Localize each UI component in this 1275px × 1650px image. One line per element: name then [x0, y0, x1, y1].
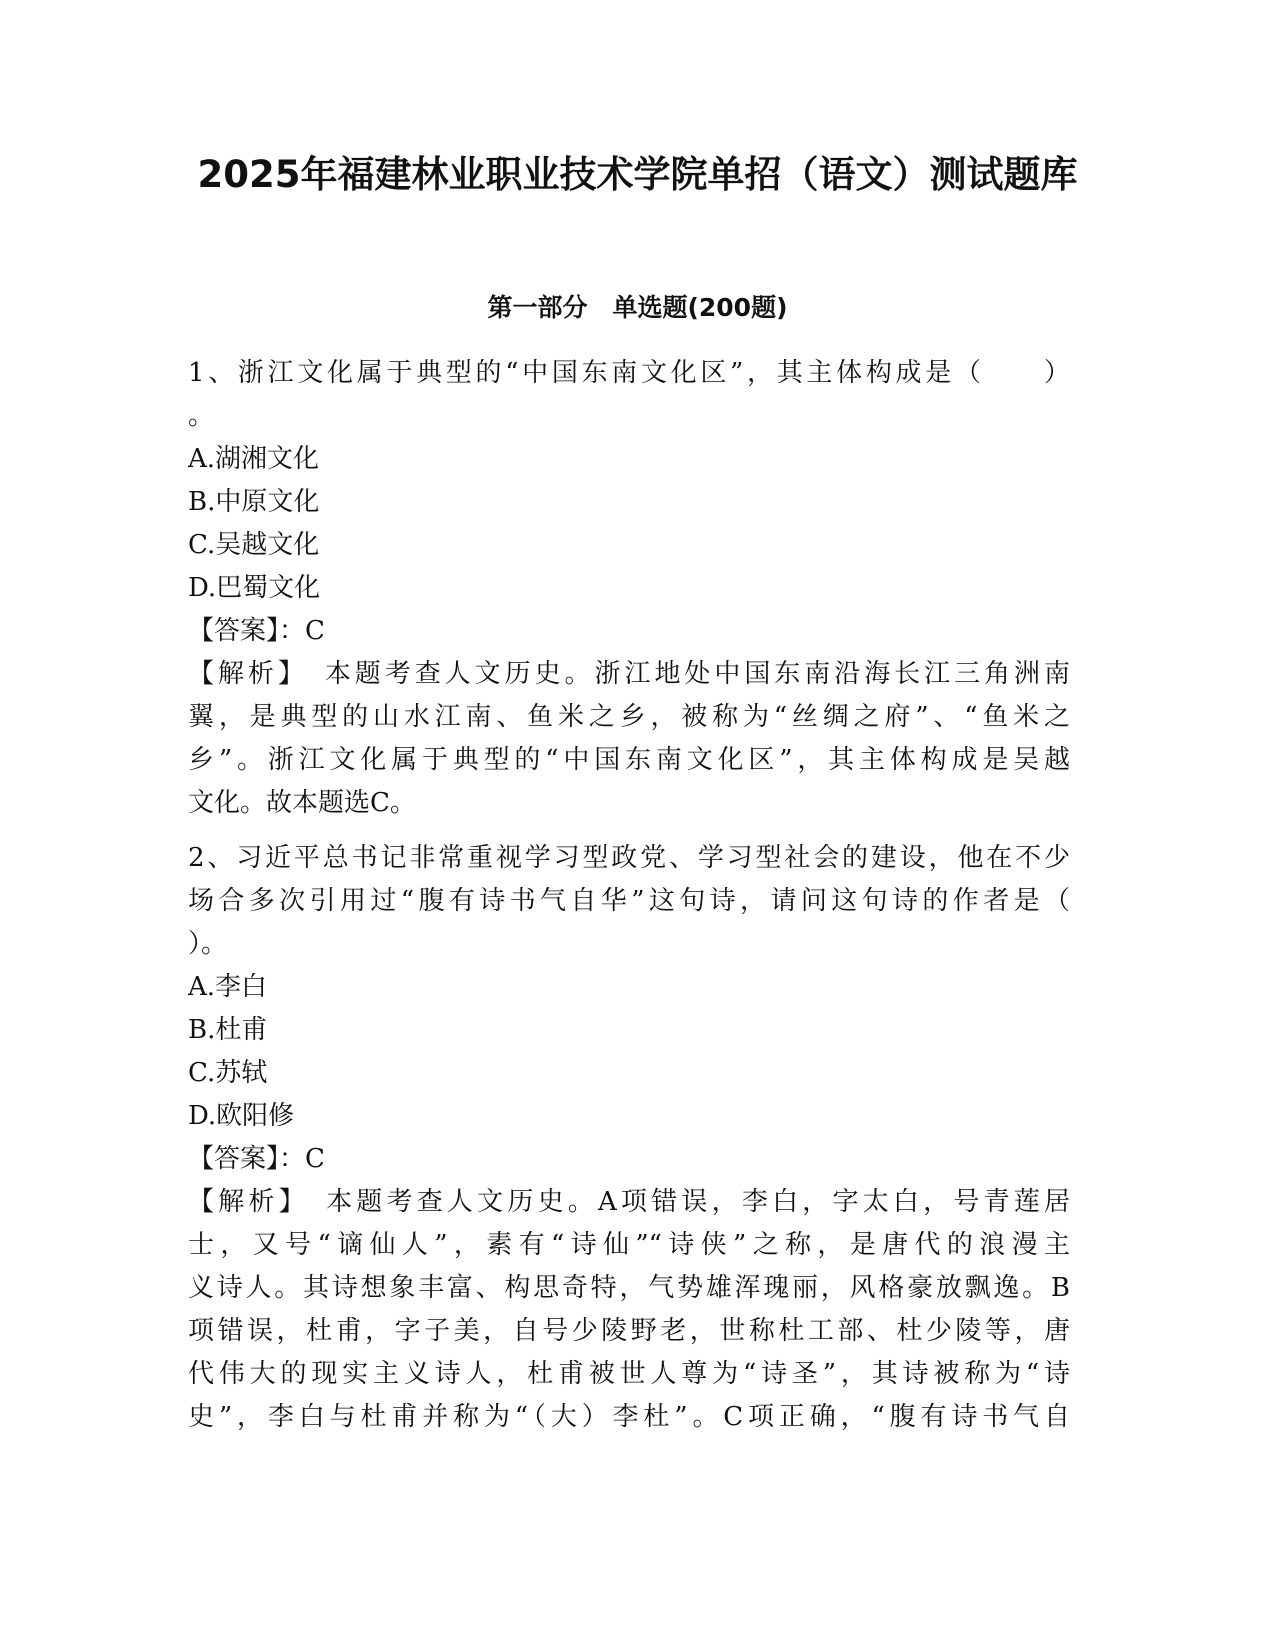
- option-d: D.欧阳修: [188, 1101, 295, 1131]
- document-title: 2025年福建林业职业技术学院单招（语文）测试题库: [197, 153, 1078, 196]
- analysis-line: 史”，李白与杜甫并称为“（大）李杜”。C项正确，“腹有诗书气自: [188, 1402, 1070, 1432]
- analysis-line: 【解析】 本题考查人文历史。浙江地处中国东南沿海长江三角洲南: [188, 659, 1070, 689]
- analysis-line: 【解析】 本题考查人文历史。A项错误，李白，字太白，号青莲居: [188, 1187, 1070, 1217]
- question-1: [188, 352, 1070, 825]
- option-b: B.杜甫: [188, 1015, 268, 1045]
- question-spacer: [188, 825, 1070, 837]
- analysis-line: 乡”。浙江文化属于典型的“中国东南文化区”，其主体构成是吴越: [188, 745, 1070, 775]
- option-a: A.湖湘文化: [188, 444, 320, 474]
- question-2: [188, 837, 1070, 1439]
- option-c: C.吴越文化: [188, 530, 320, 560]
- option-d: D.巴蜀文化: [188, 573, 321, 603]
- section-title: 第一部分 单选题(200题): [487, 293, 788, 322]
- question-stem-line: 。: [188, 401, 215, 431]
- analysis-line: 项错误，杜甫，字子美，自号少陵野老，世称杜工部、杜少陵等，唐: [188, 1316, 1070, 1346]
- answer-label: 【答案】：C: [188, 1144, 325, 1174]
- document-body: [188, 352, 1070, 1439]
- analysis-line: 翼，是典型的山水江南、鱼米之乡，被称为“丝绸之府”、“鱼米之: [188, 702, 1070, 732]
- question-stem-line: 场合多次引用过“腹有诗书气自华”这句诗，请问这句诗的作者是（: [188, 886, 1070, 916]
- analysis-line: 代伟大的现实主义诗人，杜甫被世人尊为“诗圣”，其诗被称为“诗: [188, 1359, 1070, 1389]
- option-c: C.苏轼: [188, 1058, 268, 1088]
- option-a: A.李白: [188, 972, 268, 1002]
- question-stem-line: 1、浙江文化属于典型的“中国东南文化区”，其主体构成是（ ）: [188, 358, 1070, 388]
- analysis-line: 义诗人。其诗想象丰富、构思奇特，气势雄浑瑰丽，风格豪放飘逸。B: [188, 1273, 1070, 1303]
- analysis-line: 文化。故本题选C。: [188, 788, 416, 818]
- answer-label: 【答案】：C: [188, 616, 325, 646]
- question-stem-line: ）。: [188, 929, 228, 959]
- option-b: B.中原文化: [188, 487, 320, 517]
- question-stem-line: 2、习近平总书记非常重视学习型政党、学习型社会的建设，他在不少: [188, 843, 1070, 873]
- analysis-line: 士，又号“谪仙人”，素有“诗仙”“诗侠”之称，是唐代的浪漫主: [188, 1230, 1070, 1260]
